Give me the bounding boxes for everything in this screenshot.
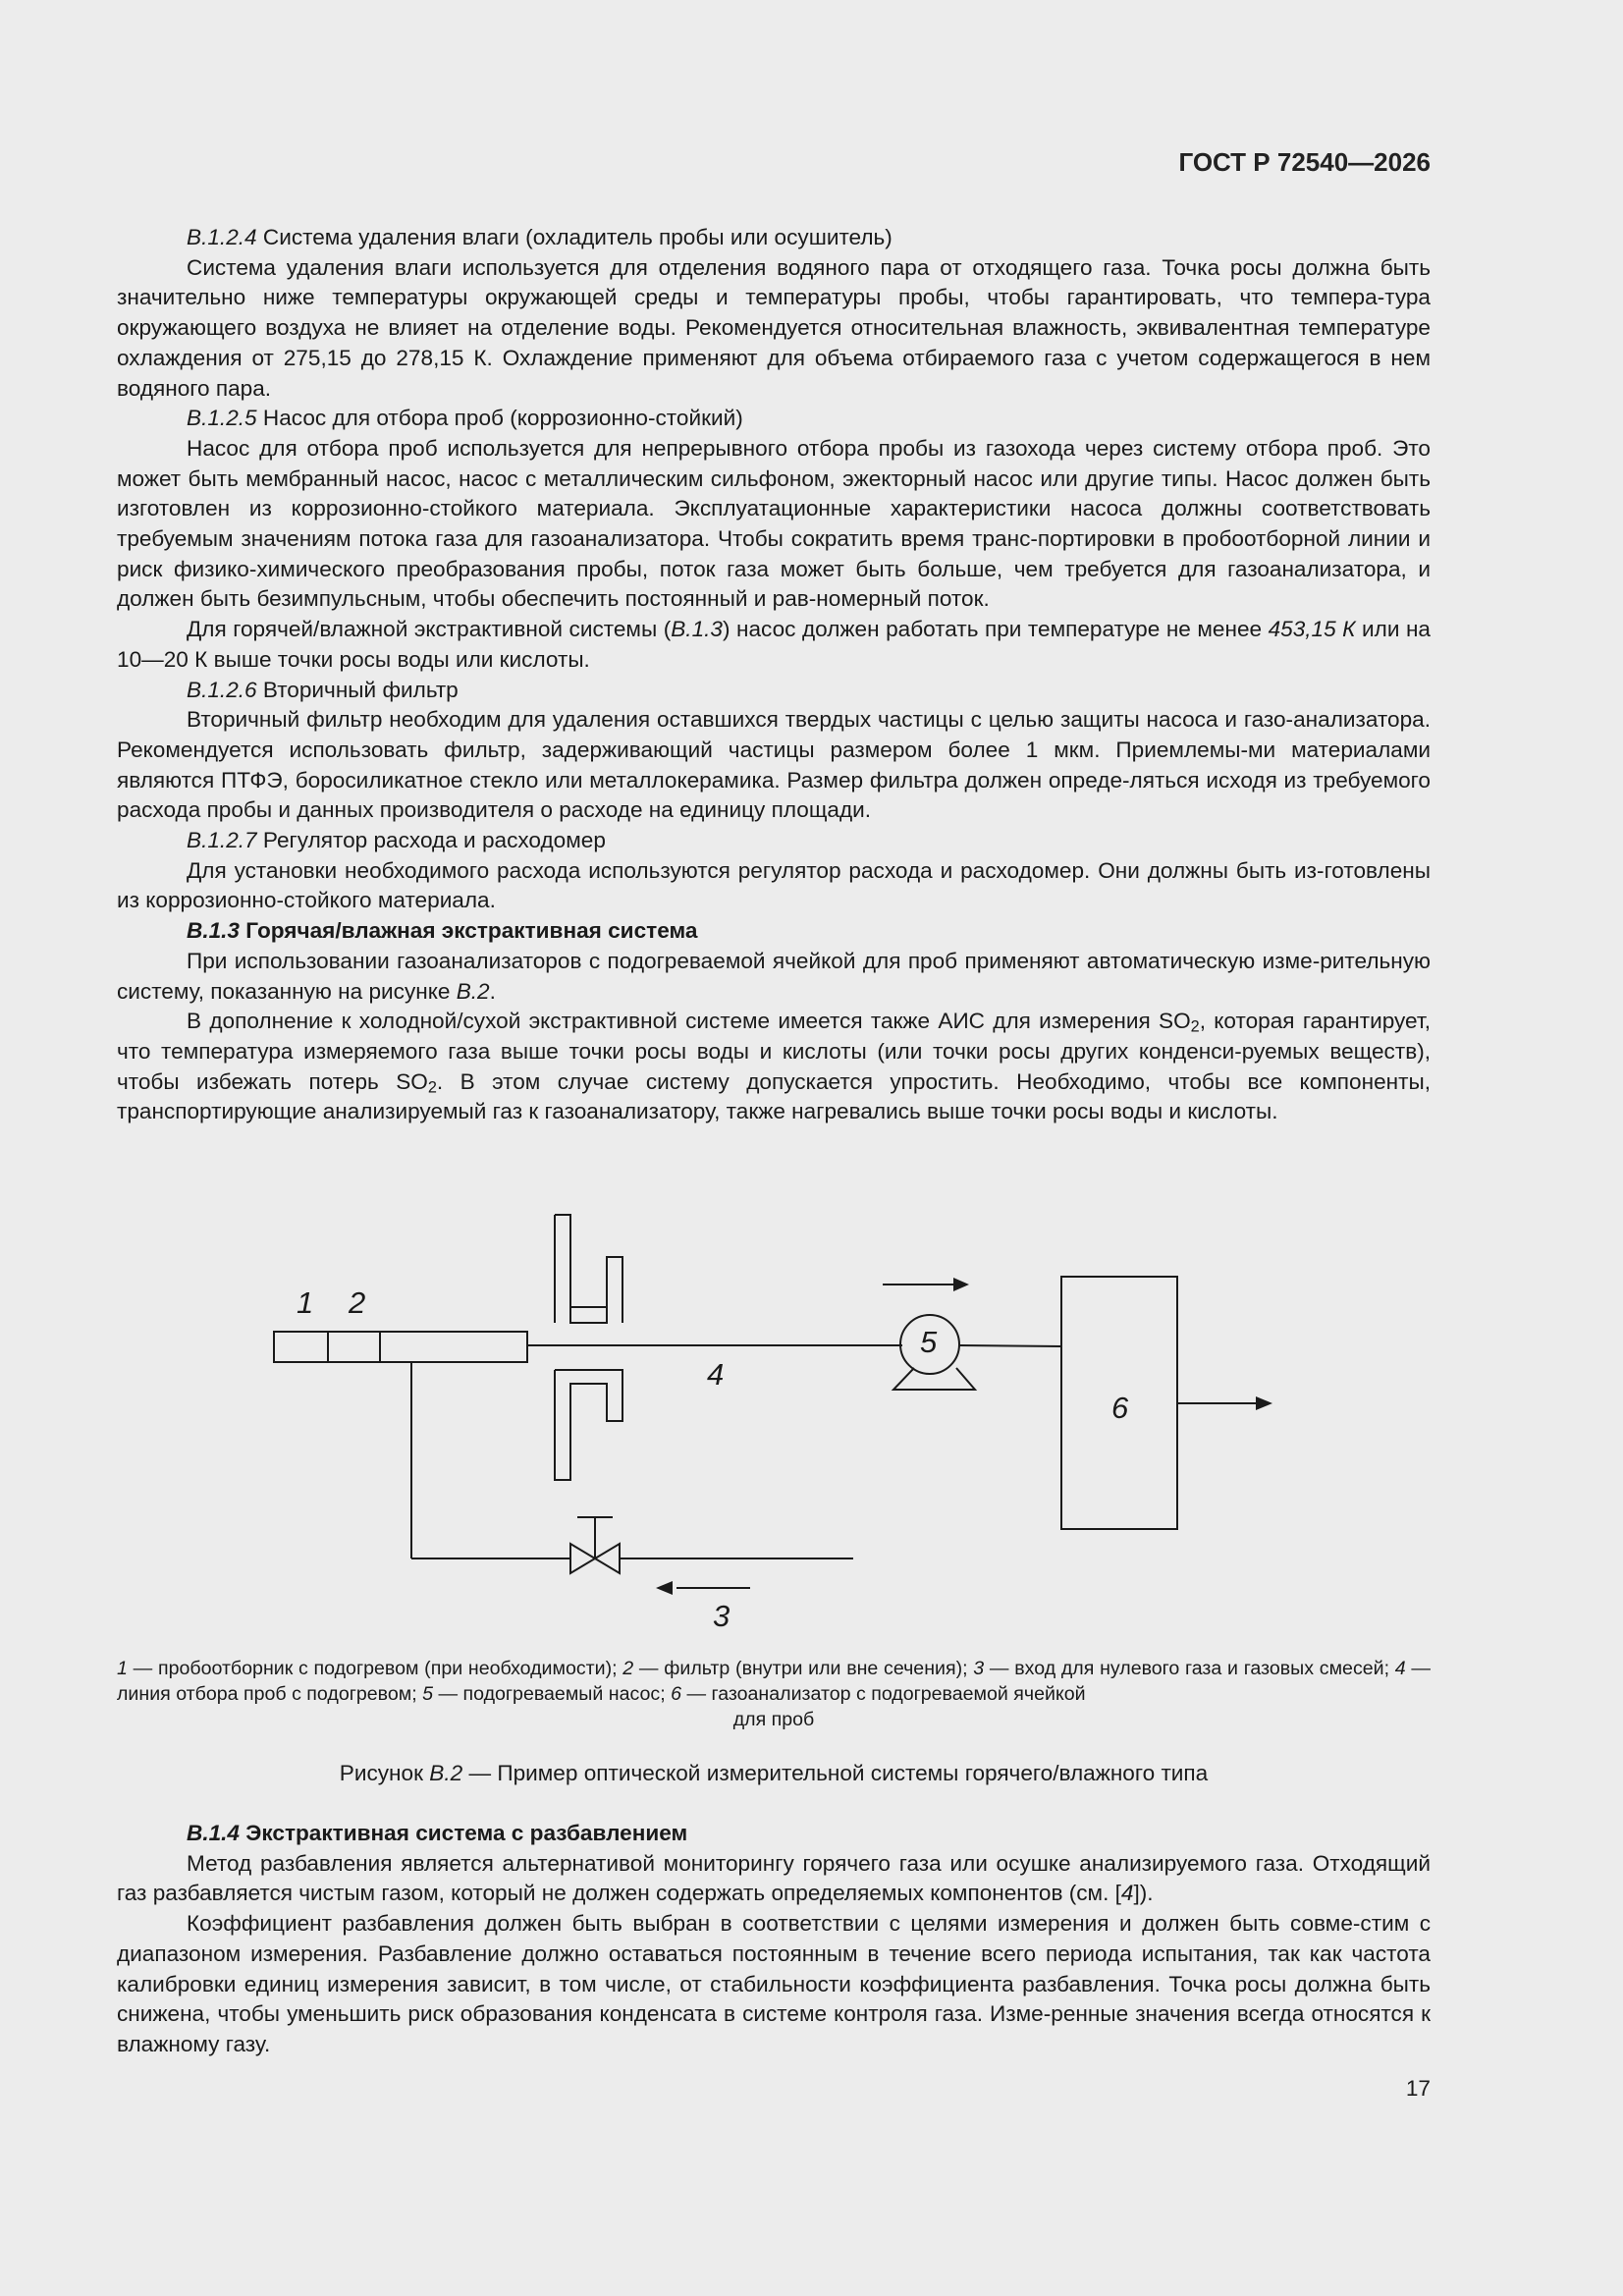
paragraph: Насос для отбора проб используется для непрерывного отбора пробы из газохода через систему отбора проб. Это может быть мембранный насос, насос с металлическим сильфоном, эжекторный насос или другие типы. Насос должен быть изготовлен из коррозионно-стойкого материала. Эксплуатационные характеристики насоса должны соответствовать требуемым значениям потока газа для газоанализатора. Чтобы сократить время транс-портировки в пробоотборной линии и риск физико-химического преобразования пробы, поток газа может быть больше, чем требуется для газоанализатора, и должен быть безимпульсным, чтобы обеспечить постоянный и рав-номерный поток. <box>117 435 1431 612</box>
duct-wall-bottom <box>555 1370 622 1480</box>
figure-caption: Рисунок В.2 — Пример оптической измерительной системы горячего/влажного типа <box>339 1761 1209 1785</box>
paragraph: При использовании газоанализаторов с подогреваемой ячейкой для проб применяют автоматическую изме-рительную систему, показанную на рисунке В.2. <box>117 948 1431 1004</box>
label-3: 3 <box>713 1599 730 1633</box>
label-5: 5 <box>920 1325 938 1359</box>
heated-probe-shape <box>274 1332 527 1362</box>
body-text-top <box>117 223 1431 1127</box>
figure-legend: 1 — пробоотборник с подогревом (при необходимости); 2 — фильтр (внутри или вне сечения); 3 — вход для нулевого газа и газовых смесей; 4 — линия отбора проб с подогревом; 5 — подогреваемый насос; 6 — газоанализатор с подогреваемой ячейкой для проб <box>117 1658 1431 1730</box>
pump-base <box>893 1368 975 1390</box>
document-header: ГОСТ Р 72540—2026 <box>1178 147 1431 177</box>
paragraph: Метод разбавления является альтернативой мониторингу горячего газа или осушке анализируемого газа. Отходящий газ разбавляется чистым газом, который не должен содержать определяемых компонентов (см. [4]). <box>117 1850 1431 1906</box>
body-text-bottom <box>117 1819 1431 2060</box>
figure-b2-diagram <box>117 1203 1431 1655</box>
subsection-heading-b124: В.1.2.4 Система удаления влаги (охладитель пробы или осушитель) <box>187 225 893 249</box>
inlet-arrow-head <box>656 1581 673 1595</box>
subsection-heading-b126: В.1.2.6 Вторичный фильтр <box>187 677 459 702</box>
subsection-heading-b125: В.1.2.5 Насос для отбора проб (коррозионно-стойкий) <box>187 406 743 431</box>
section-heading-b14: В.1.4 Экстрактивная система с разбавлением <box>187 1821 688 1845</box>
paragraph: Для установки необходимого расхода используются регулятор расхода и расходомер. Они должны быть из-готовлены из коррозионно-стойкого материала. <box>117 857 1431 913</box>
paragraph: Для горячей/влажной экстрактивной системы (В.1.3) насос должен работать при температуре не менее 453,15 К или на 10—20 К выше точки росы воды или кислоты. <box>117 617 1431 672</box>
label-1: 1 <box>297 1285 314 1320</box>
subsection-heading-b127: В.1.2.7 Регулятор расхода и расходомер <box>187 828 606 853</box>
page-number: 17 <box>1405 2076 1431 2101</box>
paragraph: В дополнение к холодной/сухой экстрактивной системе имеется также АИС для измерения $SO_2$, которая гарантирует, что температура измеряемого газа выше точки росы воды и кислоты (или точки росы других конденси-руемых веществ), чтобы избежать потерь $SO_2$. В этом случае систему допускается упростить. Необходимо, чтобы все компоненты, транспортирующие анализируемый газ к газоанализатору, также нагревались выше точки росы воды и кислоты. <box>117 1009 1431 1124</box>
label-6: 6 <box>1111 1391 1129 1425</box>
paragraph: Коэффициент разбавления должен быть выбран в соответствии с целями измерения и должен быть совме-стим с диапазоном измерения. Разбавление должно оставаться постоянным в течение всего периода испытания, так как частота калибровки единиц измерения зависит, в том числе, от стабильности коэффициента разбавления. Точка росы должна быть снижена, чтобы уменьшить риск образования конденсата в системе контроля газа. Изме-ренные значения всегда относятся к влажному газу. <box>117 1911 1431 2056</box>
label-2: 2 <box>349 1285 366 1320</box>
flow-arrow-head <box>953 1278 969 1291</box>
label-4: 4 <box>707 1357 725 1392</box>
diagram-svg <box>117 1203 1431 1655</box>
paragraph: Система удаления влаги используется для отделения водяного пара от отходящего газа. Точка росы должна быть значительно ниже температуры окружающей среды и температуры пробы, чтобы гарантировать, что темпера-тура окружающего воздуха не влияет на отделение воды. Рекомендуется относительная влажность, эквивалентная температуре охлаждения от 275,15 до 278,15 К. Охлаждение применяют для объема отбираемого газа с учетом содержащегося в нем водяного пара. <box>117 254 1431 401</box>
paragraph: Вторичный фильтр необходим для удаления оставшихся твердых частицы с целью защиты насоса и газо-анализатора. Рекомендуется использовать фильтр, задерживающий частицы размером более 1 мкм. Приемлемы-ми материалами являются ПТФЭ, боросиликатное стекло или металлокерамика. Размер фильтра должен опреде-ляться исходя из требуемого расхода пробы и данных производителя о расходе на единицу площади. <box>117 707 1431 823</box>
section-heading-b13: В.1.3 Горячая/влажная экстрактивная система <box>187 918 698 944</box>
pump-outlet-line <box>959 1345 1061 1346</box>
output-arrow-head <box>1256 1396 1272 1410</box>
